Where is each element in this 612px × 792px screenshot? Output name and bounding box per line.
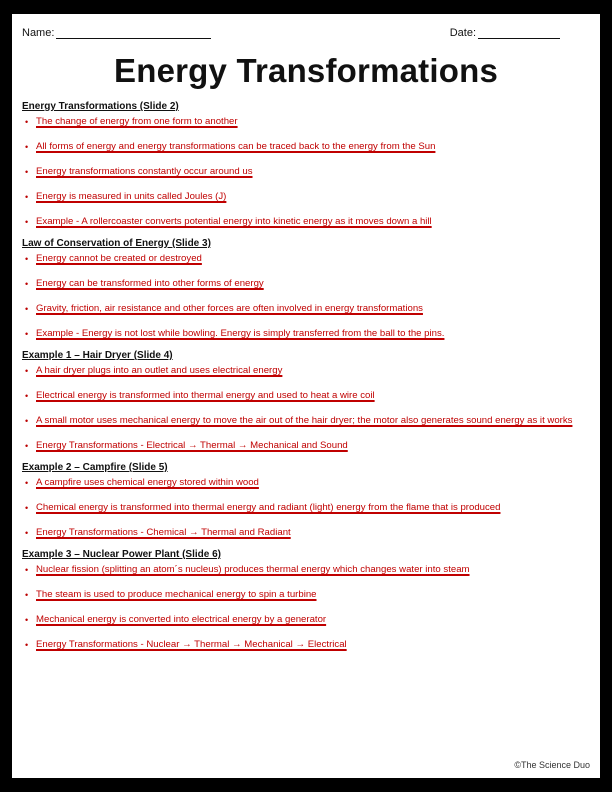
bullet-icon: • bbox=[25, 615, 29, 625]
answer-text: Example - Energy is not lost while bowling. Energy is simply transferred from the ball to the pins. bbox=[36, 328, 445, 339]
bullet-list bbox=[22, 365, 586, 452]
list-item bbox=[22, 527, 586, 539]
section-heading: Example 3 – Nuclear Power Plant (Slide 6) bbox=[22, 549, 221, 560]
name-field bbox=[22, 26, 211, 39]
list-item bbox=[22, 328, 586, 340]
answer-text: Electrical energy is transformed into thermal energy and used to heat a wire coil bbox=[36, 390, 375, 401]
bullet-icon: • bbox=[25, 478, 29, 488]
bullet-icon: • bbox=[25, 503, 29, 513]
answer-text: A hair dryer plugs into an outlet and uses electrical energy bbox=[36, 365, 283, 376]
list-item bbox=[22, 166, 586, 178]
answer-text: Mechanical energy is converted into electrical energy by a generator bbox=[36, 614, 327, 625]
list-item bbox=[22, 415, 586, 427]
header-fields bbox=[22, 26, 590, 42]
date-field bbox=[450, 26, 560, 39]
list-item bbox=[22, 390, 586, 402]
answer-text: The change of energy from one form to another bbox=[36, 116, 238, 127]
list-item bbox=[22, 303, 586, 315]
answer-text: Gravity, friction, air resistance and other forces are often involved in energy transformations bbox=[36, 303, 423, 314]
bullet-icon: • bbox=[25, 304, 29, 314]
list-item bbox=[22, 116, 586, 128]
copyright-credit: ©The Science Duo bbox=[514, 760, 590, 770]
date-label: Date: bbox=[449, 27, 476, 39]
bullet-list bbox=[22, 564, 586, 651]
bullet-icon: • bbox=[25, 217, 29, 227]
answer-text: A small motor uses mechanical energy to move the air out of the hair dryer; the motor also generates sound energy as it works bbox=[36, 415, 573, 426]
answer-text: Energy can be transformed into other forms of energy bbox=[36, 278, 264, 289]
list-item bbox=[22, 216, 586, 228]
bullet-icon: • bbox=[25, 565, 29, 575]
answer-text: A campfire uses chemical energy stored within wood bbox=[36, 477, 259, 488]
section bbox=[22, 238, 586, 340]
answer-text: Energy is measured in units called Joules (J) bbox=[36, 191, 227, 202]
answer-text: Energy cannot be created or destroyed bbox=[36, 253, 202, 264]
section-heading: Law of Conservation of Energy (Slide 3) bbox=[22, 238, 211, 249]
bullet-icon: • bbox=[25, 167, 29, 177]
bullet-icon: • bbox=[25, 590, 29, 600]
bullet-list bbox=[22, 116, 586, 228]
page-title: Energy Transformations bbox=[114, 52, 498, 89]
bullet-icon: • bbox=[25, 279, 29, 289]
answer-text: Energy Transformations - Nuclear → Thermal → Mechanical → Electrical bbox=[36, 639, 347, 650]
date-blank-line[interactable] bbox=[478, 26, 560, 39]
list-item bbox=[22, 614, 586, 626]
answer-text: Energy Transformations - Electrical → Thermal → Mechanical and Sound bbox=[36, 440, 348, 451]
bullet-icon: • bbox=[25, 416, 29, 426]
answer-text: Nuclear fission (splitting an atom´s nucleus) produces thermal energy which changes water into steam bbox=[36, 564, 470, 575]
list-item bbox=[22, 477, 586, 489]
answer-text: The steam is used to produce mechanical energy to spin a turbine bbox=[36, 589, 317, 600]
bullet-icon: • bbox=[25, 640, 29, 650]
bullet-icon: • bbox=[25, 117, 29, 127]
bullet-icon: • bbox=[25, 192, 29, 202]
list-item bbox=[22, 502, 586, 514]
bullet-icon: • bbox=[25, 366, 29, 376]
answer-text: Energy transformations constantly occur around us bbox=[36, 166, 253, 177]
list-item bbox=[22, 639, 586, 651]
section bbox=[22, 101, 586, 228]
list-item bbox=[22, 440, 586, 452]
section-heading: Example 1 – Hair Dryer (Slide 4) bbox=[22, 350, 173, 361]
bullet-icon: • bbox=[25, 142, 29, 152]
list-item bbox=[22, 278, 586, 290]
list-item bbox=[22, 564, 586, 576]
answer-text: Energy Transformations - Chemical → Thermal and Radiant bbox=[36, 527, 291, 538]
name-label: Name: bbox=[22, 27, 55, 39]
answer-text: Chemical energy is transformed into thermal energy and radiant (light) energy from the flame that is produced bbox=[36, 502, 501, 513]
list-item bbox=[22, 141, 586, 153]
bullet-icon: • bbox=[25, 254, 29, 264]
answer-text: All forms of energy and energy transformations can be traced back to the energy from the Sun bbox=[36, 141, 436, 152]
section-heading: Energy Transformations (Slide 2) bbox=[22, 101, 179, 112]
list-item bbox=[22, 589, 586, 601]
list-item bbox=[22, 253, 586, 265]
section bbox=[22, 549, 586, 651]
section-heading: Example 2 – Campfire (Slide 5) bbox=[22, 462, 168, 473]
answer-text: Example - A rollercoaster converts potential energy into kinetic energy as it moves down a hill bbox=[36, 216, 432, 227]
notes-content bbox=[22, 101, 586, 651]
name-blank-line[interactable] bbox=[56, 26, 211, 39]
bullet-list bbox=[22, 253, 586, 340]
bullet-icon: • bbox=[25, 441, 29, 451]
bullet-icon: • bbox=[25, 528, 29, 538]
section bbox=[22, 350, 586, 452]
worksheet-page bbox=[12, 14, 600, 778]
bullet-icon: • bbox=[25, 391, 29, 401]
bullet-list bbox=[22, 477, 586, 539]
list-item bbox=[22, 365, 586, 377]
list-item bbox=[22, 191, 586, 203]
bullet-icon: • bbox=[25, 329, 29, 339]
section bbox=[22, 462, 586, 539]
